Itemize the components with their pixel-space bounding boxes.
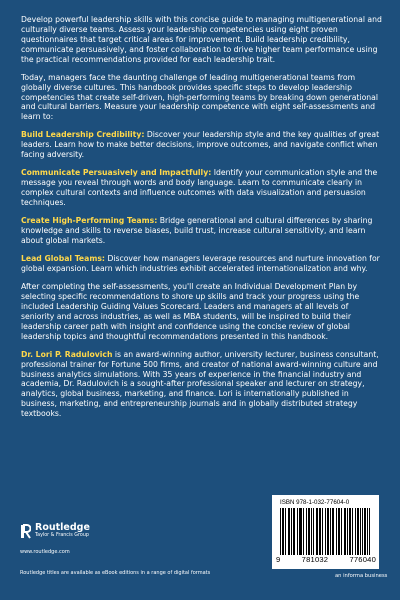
item-heading: Lead Global Teams:	[21, 254, 105, 264]
informa-tagline: an informa business	[335, 573, 388, 579]
item-text: Discover your leadership style and the key qualities of great leaders. Learn how to make better decisions, improve outcomes, and navigate conflict when facing adversity.	[21, 130, 380, 160]
today-paragraph: Today, managers face the daunting challenge of leading multigenerational teams from globally diverse cultures. This handbook provides specific steps to develop leadership competencies that create self-driven, high-performing teams by breaking down generational and cultural barriers. Measure your leadership competence with eight self-assessments and learn to:	[21, 72, 378, 122]
author-name: Dr. Lori P. Radulovich	[21, 349, 113, 359]
publisher-subtitle: Taylor & Francis Group	[35, 533, 89, 538]
item-credibility	[21, 130, 383, 160]
ebook-note: Routledge titles are available as eBook editions in a range of digital formats	[20, 570, 211, 576]
after-paragraph: After completing the self-assessments, you'll create an Individual Development Plan by selecting specific recommendations to shore up skills and track your progress using the included Leadership Guiding Values Scorecard. Leaders and managers at all levels of seniority and across industries, as well as MBA students, will be inspired to build their leadership career path with insight and confidence using the concise review of global leadership topics and thoughtful recommendations presented in this handbook.	[21, 282, 360, 341]
isbn-label: ISBN 978-1-032-77604-0	[280, 499, 350, 506]
publisher-url: www.routledge.com	[20, 549, 70, 555]
author-bio-text: is an award-winning author, university lecturer, business consultant, professional trainer for Fortune 500 firms, and creator of national award-winning culture and business analytics simulations. With 35 years of experience in the financial industry and academia, Dr. Radulovich is a sought-after professional speaker and lecturer on strategy, analytics, global business, marketing, and finance. Lori is internationally published in business, marketing, and entrepreneurship journals and in globally distributed strategy textbooks.	[21, 349, 379, 419]
item-heading: Communicate Persuasively and Impactfully:	[21, 168, 212, 178]
item-teams	[21, 216, 383, 246]
barcode-digit-group: 781032	[301, 555, 329, 564]
item-text: Identify your communication style and the message you reveal through words and body language. Learn to communicate clearly in complex cultural contexts and influence outcomes with data visualization and persuasion techniques.	[21, 168, 378, 208]
barcode	[280, 508, 370, 555]
intro-paragraph: Develop powerful leadership skills with this concise guide to managing multigenerational and culturally diverse teams. Assess your leadership competencies using eight proven questionnaires that target critical areas for improvement. Build leadership credibility, communicate persuasively, and foster collaboration to drive higher team performance using the practical recommendations provided for each leadership trait.	[21, 15, 382, 64]
barcode-digits	[276, 555, 376, 564]
item-text: Discover how managers leverage resources and nurture innovation for global expansion. Learn which industries exhibit accelerated internationalization and why.	[21, 254, 380, 273]
item-communicate	[21, 168, 383, 208]
blurb	[21, 15, 383, 427]
barcode-digit-group: 9	[276, 555, 281, 564]
publisher-name: Routledge	[35, 522, 90, 533]
barcode-digit-group: 776040	[349, 555, 376, 564]
item-text: Bridge generational and cultural differences by sharing knowledge and skills to reverse biases, build trust, increase cultural sensitivity, and learn about global markets.	[21, 216, 373, 245]
item-global	[21, 254, 383, 274]
barcode-box	[272, 495, 379, 569]
cover-footer	[0, 493, 400, 600]
item-heading: Build Leadership Credibility:	[21, 130, 145, 140]
author-bio	[21, 350, 383, 419]
publisher-brand	[20, 523, 90, 539]
routledge-logo-icon	[20, 524, 31, 539]
item-heading: Create High-Performing Teams:	[21, 216, 158, 226]
